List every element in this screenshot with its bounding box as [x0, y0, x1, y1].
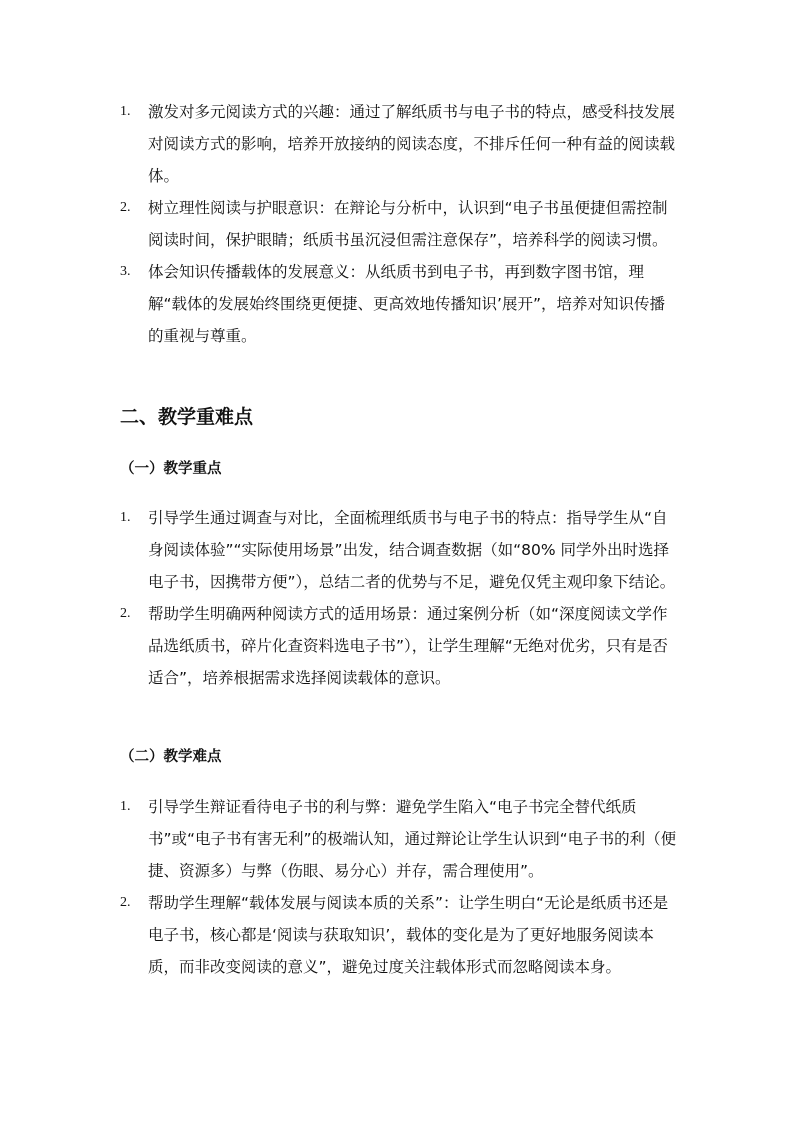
item-number: 2. [120, 200, 131, 215]
subsection-heading-difficult-points: （二）教学难点 [120, 748, 222, 765]
item-text: 引导学生通过调查与对比，全面梳理纸质书与电子书的特点：指导学生从“自身阅读体验”“实际使用场景”出发，结合调查数据（如“80% 同学外出时选择电子书，因携带方便”），总结二者的优势与不足，避免仅凭主观印象下结论。 [148, 509, 676, 591]
list-item [120, 887, 680, 983]
subsection-heading-key-points: （一）教学重点 [120, 460, 222, 477]
goals-list [120, 96, 680, 352]
item-number: 1. [120, 510, 131, 525]
item-text: 引导学生辩证看待电子书的利与弊：避免学生陷入“电子书完全替代纸质书”或“电子书有害无利”的极端认知，通过辩论让学生认识到“电子书的利（便捷、资源多）与弊（伤眼、易分心）并存，需合理使用”。 [148, 798, 677, 880]
item-text: 体会知识传播载体的发展意义：从纸质书到电子书，再到数字图书馆，理解“载体的发展始终围绕更便捷、更高效地传播知识’展开”，培养对知识传播的重视与尊重。 [148, 263, 665, 345]
key-points-list [120, 502, 680, 694]
item-number: 2. [120, 895, 131, 910]
item-number: 1. [120, 104, 131, 119]
difficult-points-list [120, 791, 680, 983]
list-item [120, 96, 680, 192]
item-text: 树立理性阅读与护眼意识：在辩论与分析中，认识到“电子书虽便捷但需控制阅读时间，保护眼睛；纸质书虽沉浸但需注意保存”，培养科学的阅读习惯。 [148, 199, 668, 249]
item-number: 2. [120, 606, 131, 621]
item-text: 帮助学生理解“载体发展与阅读本质的关系”：让学生明白“无论是纸质书还是电子书，核心都是‘阅读与获取知识’，载体的变化是为了更好地服务阅读本质，而非改变阅读的意义”，避免过度关注载体形式而忽略阅读本身。 [148, 894, 669, 976]
list-item [120, 502, 680, 598]
item-text: 激发对多元阅读方式的兴趣：通过了解纸质书与电子书的特点，感受科技发展对阅读方式的影响，培养开放接纳的阅读态度，不排斥任何一种有益的阅读载体。 [148, 103, 676, 185]
section-heading: 二、教学重难点 [120, 406, 254, 428]
item-text: 帮助学生明确两种阅读方式的适用场景：通过案例分析（如“深度阅读文学作品选纸质书，碎片化查资料选电子书”），让学生理解“无绝对优劣，只有是否适合”，培养根据需求选择阅读载体的意识。 [148, 605, 668, 687]
item-number: 1. [120, 799, 131, 814]
list-item [120, 192, 680, 256]
list-item [120, 791, 680, 887]
item-number: 3. [120, 264, 131, 279]
list-item [120, 256, 680, 352]
list-item [120, 598, 680, 694]
